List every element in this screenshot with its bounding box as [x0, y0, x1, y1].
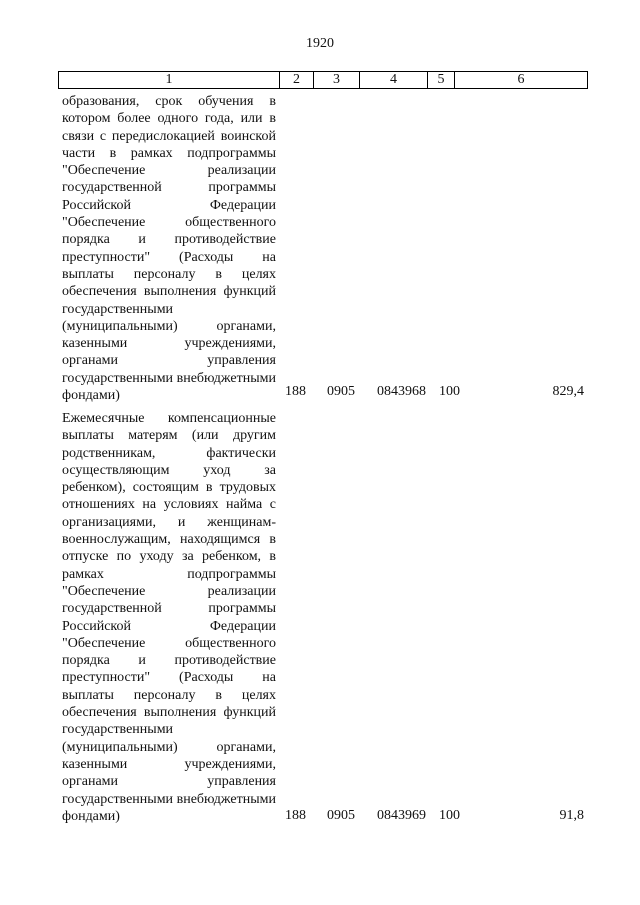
row-cell-col6: 829,4 — [552, 384, 584, 399]
row-cell-col3: 0905 — [327, 384, 355, 399]
row-description: образования, срок обучения в котором более одного года, или в связи с передислокацией воинской части в рамках подпрограммы "Обеспечение реализации государственной программы Российской Федерации "Обеспечение общественного порядка и противодействие преступности" (Расходы на выплаты персоналу в целях обеспечения выполнения функций государственными (муниципальными) органами, казенными учреждениями, органами управления государственными внебюджетными фондами) — [62, 94, 276, 404]
column-header-2: 2 — [280, 72, 314, 88]
row-cell-col5: 100 — [439, 384, 460, 399]
column-header-6: 6 — [517, 72, 525, 87]
row-values — [62, 384, 584, 402]
table-column-header — [58, 71, 588, 89]
row-cell-col6: 91,8 — [559, 808, 584, 823]
column-header-3: 3 — [314, 72, 360, 88]
column-header-1: 1 — [59, 72, 280, 88]
row-cell-col4: 0843969 — [377, 808, 426, 823]
row-cell-col3: 0905 — [327, 808, 355, 823]
table-row — [62, 93, 584, 404]
row-cell-col5: 100 — [439, 808, 460, 823]
row-cell-col4: 0843968 — [377, 384, 426, 399]
row-values — [62, 808, 584, 826]
row-cell-col2: 188 — [285, 808, 306, 823]
page-number: 1920 — [306, 36, 334, 51]
row-cell-col2: 188 — [285, 384, 306, 399]
row-description: Ежемесячные компенсационные выплаты матерям (или другим родственникам, фактически осуществляющим уход за ребенком), состоящим в трудовых отношениях на условиях найма с организациями, и женщинам-военнослужащим, находящимся в отпуске по уходу за ребенком, в рамках подпрограммы "Обеспечение реализации государственной программы Российской Федерации "Обеспечение общественного порядка и противодействие преступности" (Расходы на выплаты персоналу в целях обеспечения выполнения функций государственными (муниципальными) органами, казенными учреждениями, органами управления государственными внебюджетными фондами) — [62, 411, 276, 824]
column-header-4: 4 — [360, 72, 428, 88]
column-header-5: 5 — [428, 72, 455, 88]
table-row — [62, 410, 584, 825]
